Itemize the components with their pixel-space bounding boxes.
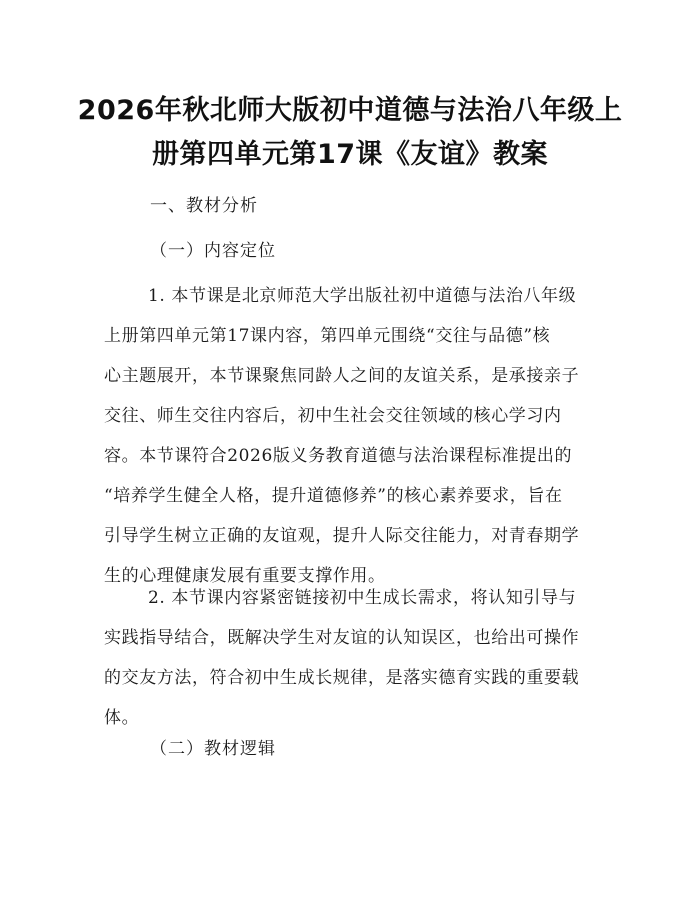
paragraph-1-line: 生的心理健康发展有重要支撑作用。	[104, 566, 386, 586]
paragraph-1-line: 上册第四单元第17课内容，第四单元围绕“交往与品德”核	[104, 326, 551, 346]
paragraph-1-line: 心主题展开，本节课聚焦同龄人之间的友谊关系，是承接亲子	[104, 366, 580, 386]
section-heading-textbook-analysis: 一、教材分析	[150, 196, 258, 216]
paragraph-1-line: 容。本节课符合2026版义务教育道德与法治课程标准提出的	[104, 446, 573, 466]
paragraph-2-line: 的交友方法，符合初中生成长规律，是落实德育实践的重要载	[104, 668, 580, 688]
paragraph-1-line: 1. 本节课是北京师范大学出版社初中道德与法治八年级	[148, 286, 577, 306]
subsection-heading-textbook-logic: （二）教材逻辑	[150, 739, 276, 759]
paragraph-2-line: 实践指导结合，既解决学生对友谊的认知误区，也给出可操作	[104, 628, 580, 648]
paragraph-2-line: 2. 本节课内容紧密链接初中生成长需求，将认知引导与	[148, 588, 577, 608]
document-title-line-1: 2026年秋北师大版初中道德与法治八年级上	[77, 95, 623, 126]
subsection-heading-content-positioning: （一）内容定位	[150, 241, 276, 261]
paragraph-1-line: 引导学生树立正确的友谊观，提升人际交往能力，对青春期学	[104, 526, 580, 546]
document-title-line-2: 册第四单元第17课《友谊》教案	[151, 139, 549, 170]
paragraph-1-line: “培养学生健全人格，提升道德修养”的核心素养要求，旨在	[104, 486, 563, 506]
paragraph-2-line: 体。	[104, 708, 140, 728]
paragraph-1-line: 交往、师生交往内容后，初中生社会交往领域的核心学习内	[104, 406, 562, 426]
